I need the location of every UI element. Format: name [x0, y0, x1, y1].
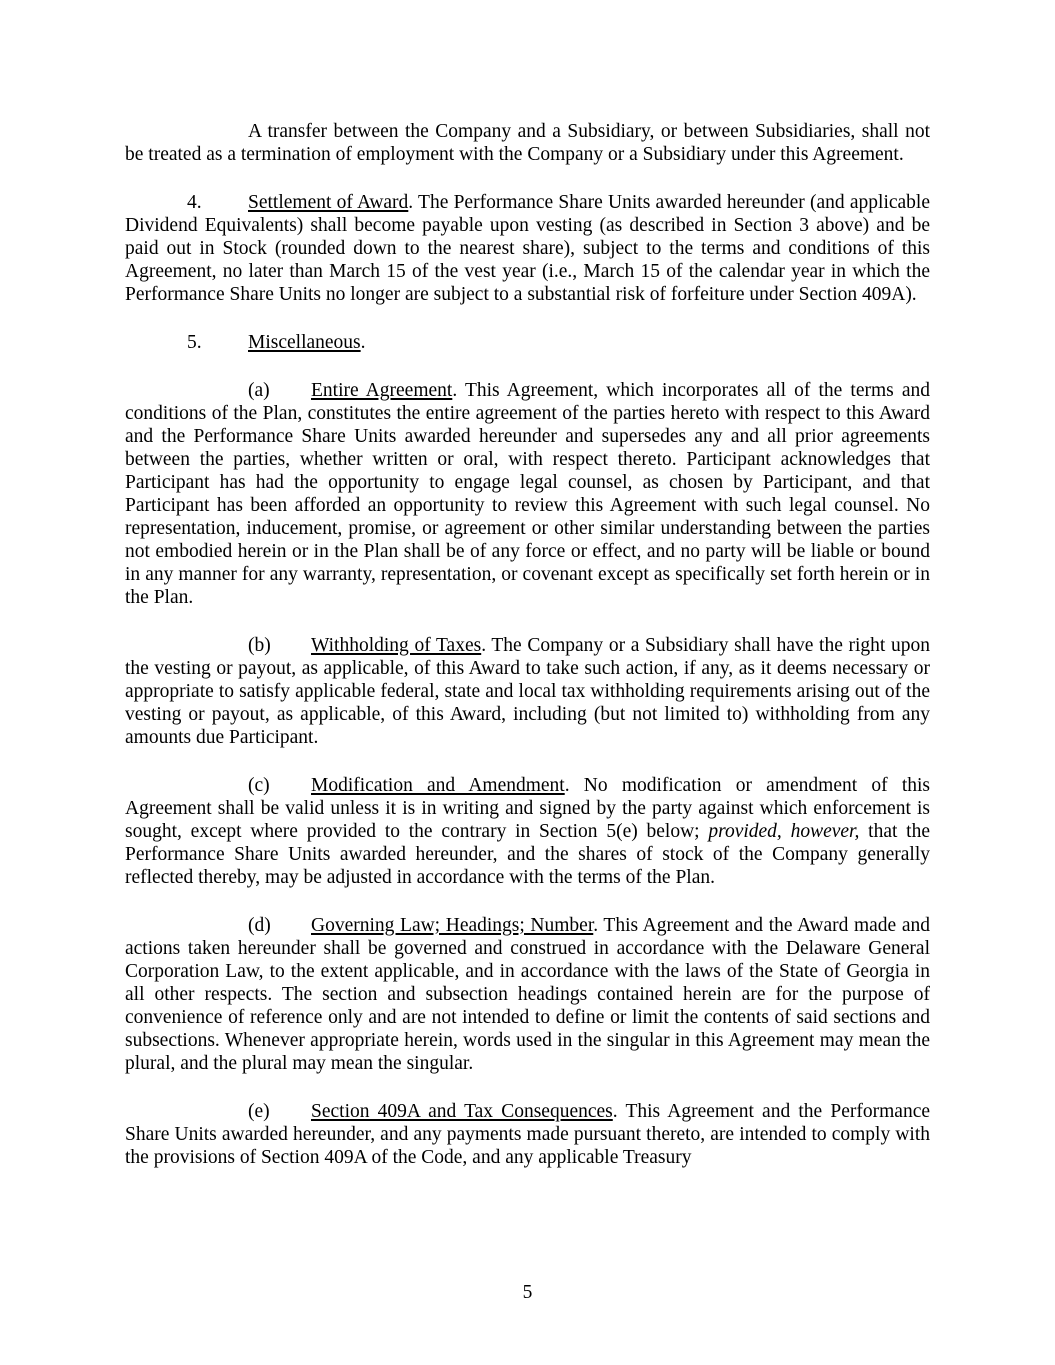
paragraph-subsection-c-modification-and-amendment [125, 774, 930, 889]
section-body: . [360, 332, 366, 353]
subsection-italic-phrase: provided, however, [708, 821, 860, 842]
paragraph-text: A transfer between the Company and a Subsidiary, or between Subsidiaries, shall not be treated as a termination of employment with the Company or a Subsidiary under this Agreement. [125, 121, 930, 165]
subsection-body-after-italic: that the Performance Share Units awarded hereunder, and the shares of stock of the Company generally reflected thereby, may be adjusted in accordance with the terms of the Plan. [125, 821, 930, 888]
paragraph-subsection-a-entire-agreement [125, 379, 930, 609]
page-number: 5 [522, 1282, 533, 1303]
subsection-body: . This Agreement and the Performance Share Units awarded hereunder, and any payments made pursuant thereto, are intended to comply with the provisions of Section 409A of the Code, and any applicable Treasury [125, 1101, 930, 1168]
section-heading: Miscellaneous [248, 332, 361, 353]
subsection-heading: Modification and Amendment [311, 775, 565, 796]
subsection-body: . The Company or a Subsidiary shall have the right upon the vesting or payout, as applicable, of this Award to take such action, if any, as it deems necessary or appropriate to satisfy applicable federal, state and local tax withholding requirements arising out of the vesting or payout, as applicable, of this Award, including (but not limited to) withholding from any amounts due Participant. [125, 635, 931, 748]
subsection-heading: Governing Law; Headings; Number [311, 915, 594, 936]
paragraph-subsection-b-withholding-of-taxes [125, 634, 930, 749]
subsection-label: (b) [248, 635, 271, 656]
subsection-body: . This Agreement, which incorporates all of the terms and conditions of the Plan, constitutes the entire agreement of the parties hereto with respect to this Award and the Performance Share Units awarded hereunder and supersedes any and all prior agreements between the parties, whether written or oral, with respect thereto. Participant acknowledges that Participant has had the opportunity to engage legal counsel, as chosen by Participant, and that Participant has been afforded an opportunity to review this Agreement with such legal counsel. No representation, inducement, promise, or agreement or other similar understanding between the parties not embodied herein or in the Plan shall be of any force or effect, and no party will be liable or bound in any manner for any warranty, representation, or covenant except as specifically set forth herein or in the Plan. [125, 380, 930, 608]
subsection-heading: Section 409A and Tax Consequences [311, 1101, 613, 1122]
subsection-body-before-italic: . No modification or amendment of this Agreement shall be valid unless it is in writing and signed by the party against which enforcement is sought, except where provided to the contrary in Section 5(e) below; [125, 775, 930, 842]
paragraph-transfer [125, 120, 930, 166]
subsection-heading: Entire Agreement [311, 380, 453, 401]
paragraph-subsection-d-governing-law [125, 914, 930, 1075]
paragraph-subsection-e-section-409a [125, 1100, 930, 1169]
subsection-label: (e) [248, 1101, 270, 1122]
subsection-heading: Withholding of Taxes [311, 635, 482, 656]
section-number: 4. [187, 192, 202, 213]
subsection-body: . This Agreement and the Award made and actions taken hereunder shall be governed and construed in accordance with the Delaware General Corporation Law, to the extent applicable, and in accordance with the laws of the State of Georgia in all other respects. The section and subsection headings contained herein are for the purpose of convenience of reference only and are not intended to define or limit the contents of said sections and subsections. Whenever appropriate herein, words used in the singular in this Agreement may mean the plural, and the plural may mean the singular. [125, 915, 930, 1074]
subsection-label: (d) [248, 915, 271, 936]
section-body: . The Performance Share Units awarded hereunder (and applicable Dividend Equivalents) shall become payable upon vesting (as described in Section 3 above) and be paid out in Stock (rounded down to the nearest share), subject to the terms and conditions of this Agreement, no later than March 15 of the vest year (i.e., March 15 of the calendar year in which the Performance Share Units no longer are subject to a substantial risk of forfeiture under Section 409A). [125, 192, 930, 305]
paragraph-section-5-miscellaneous [125, 331, 930, 354]
section-number: 5. [187, 332, 202, 353]
subsection-label: (a) [248, 380, 270, 401]
paragraph-section-4-settlement [125, 191, 930, 306]
subsection-label: (c) [248, 775, 270, 796]
section-heading: Settlement of Award [248, 192, 409, 213]
